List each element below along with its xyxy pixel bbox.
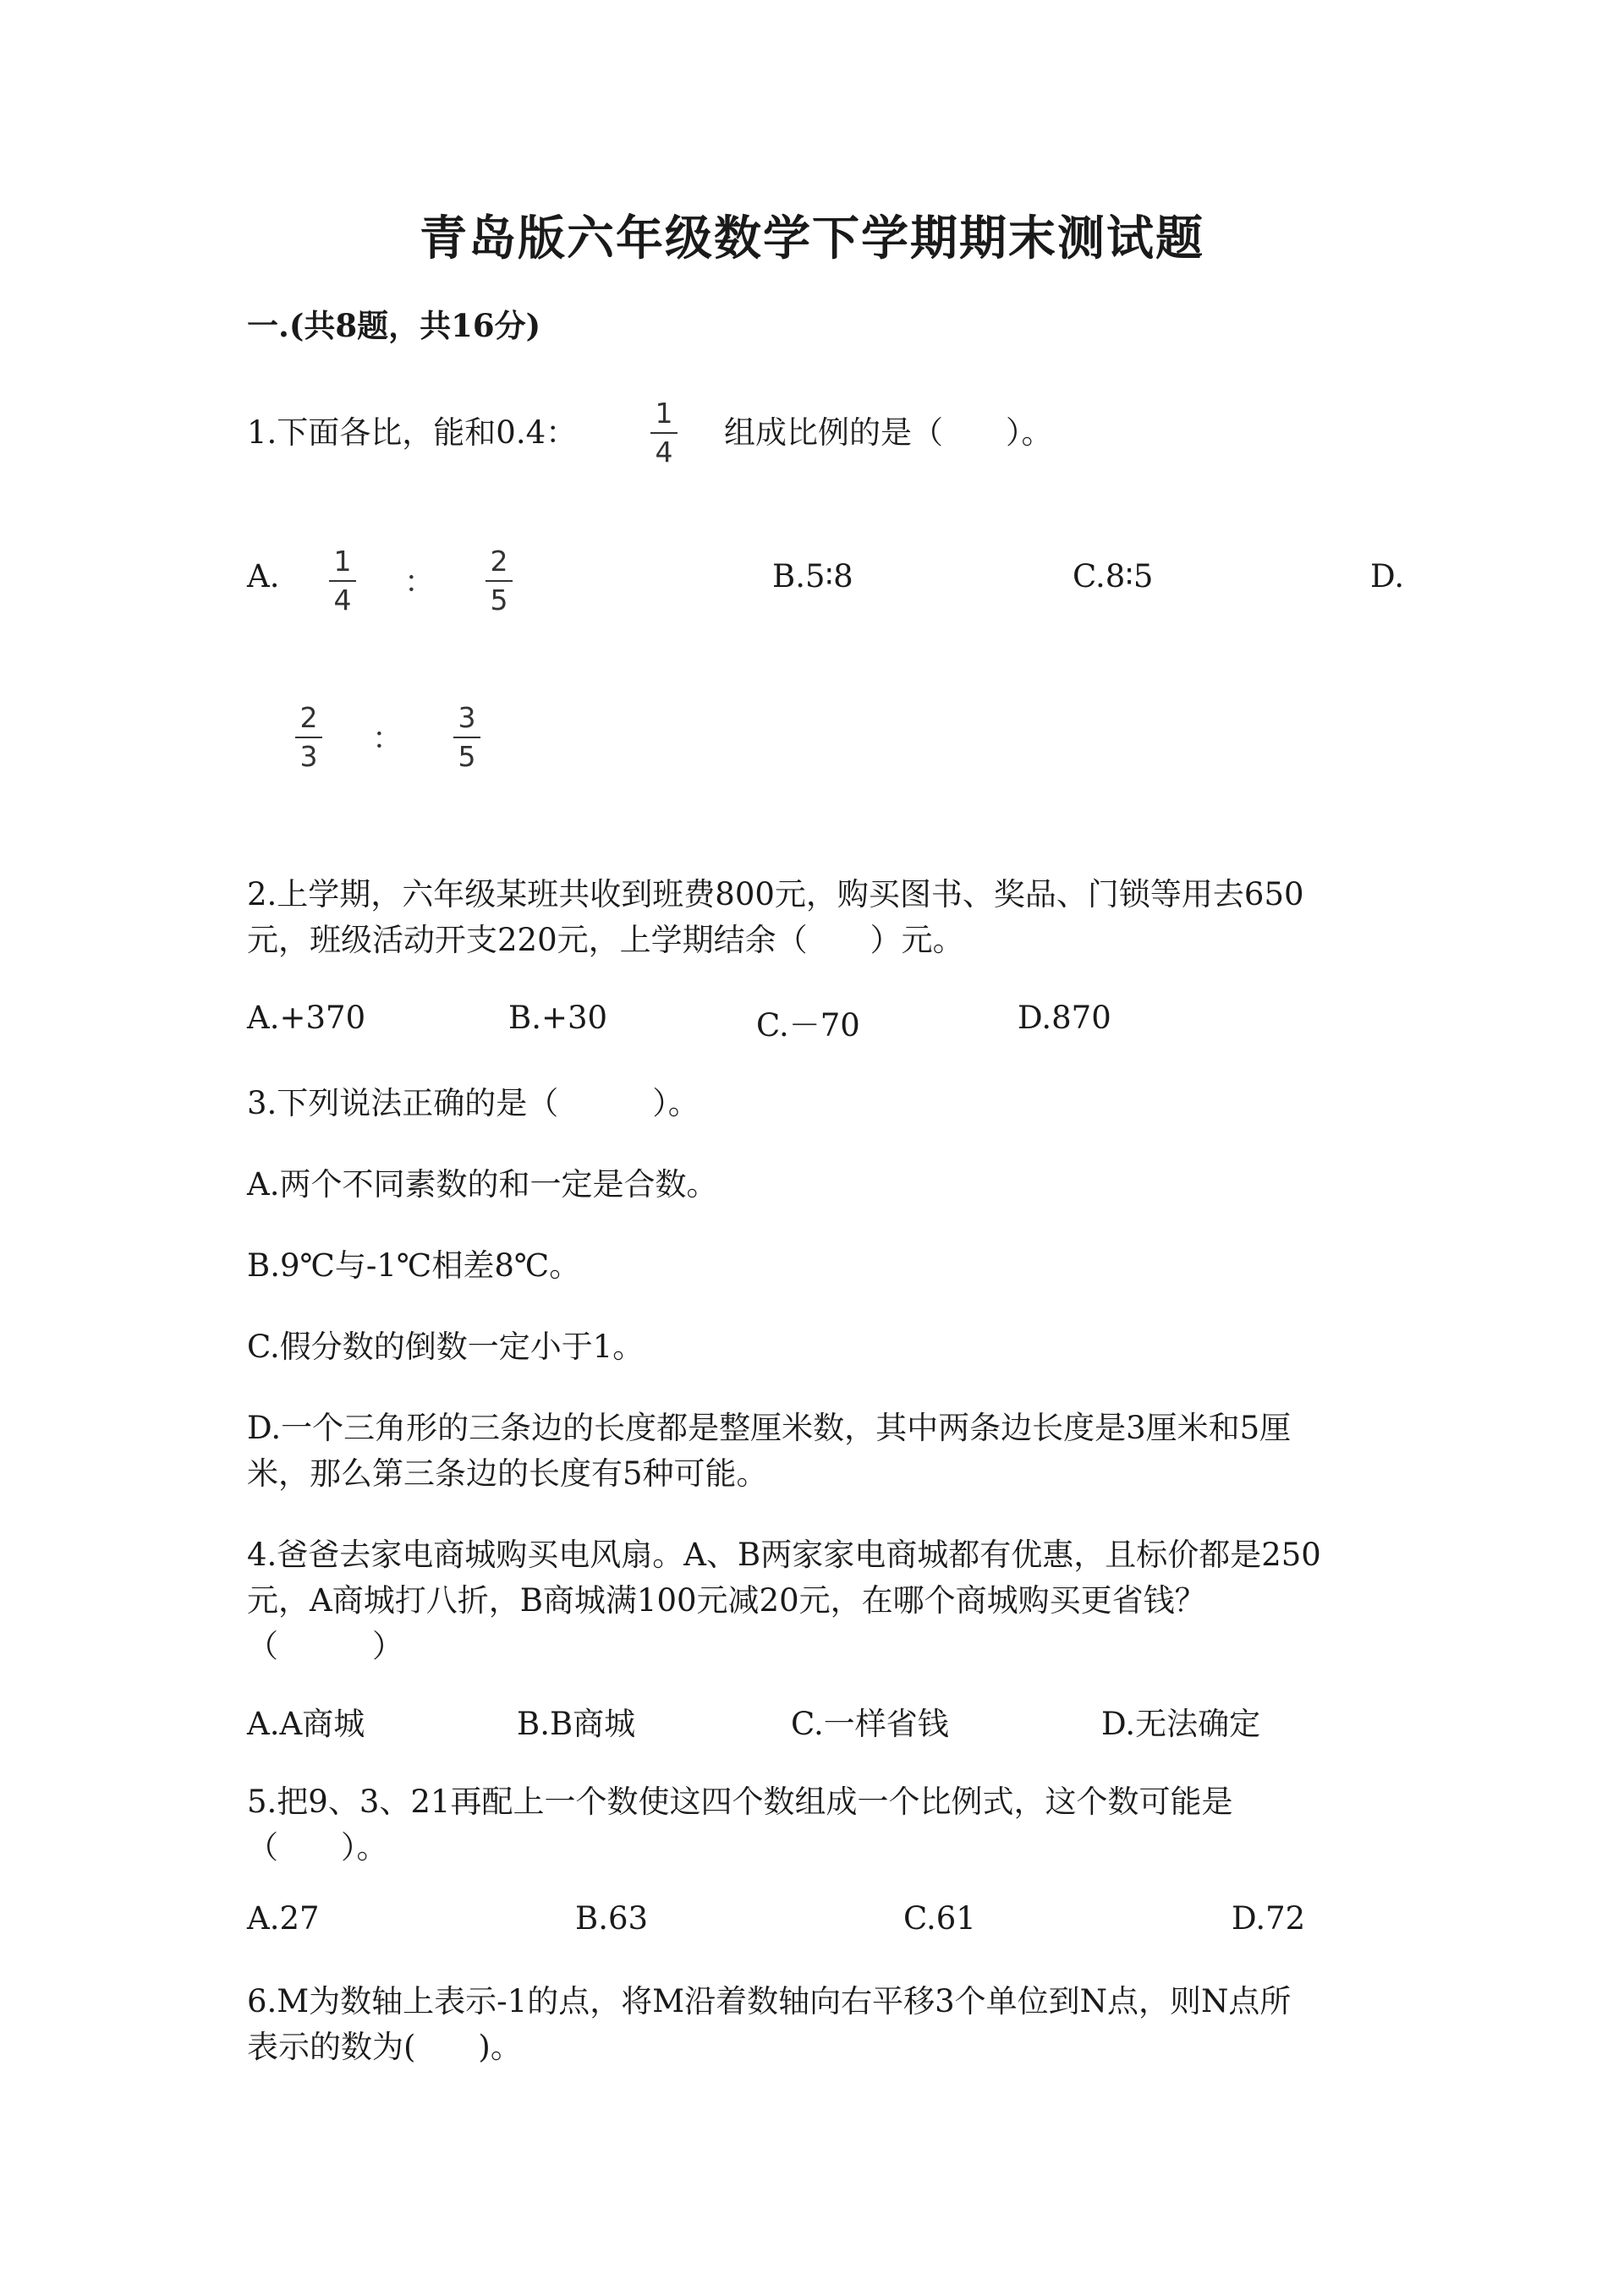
fraction-bar <box>486 580 513 582</box>
q5-option-b: B.63 <box>575 1900 649 1937</box>
q2-stem-line-2: 元，班级活动开支220元，上学期结余（ ）元。 <box>247 922 964 958</box>
q4-stem-line-1: 4.爸爸去家电商城购买电风扇。A、B两家家电商城都有优惠，且标价都是250 <box>247 1537 1321 1573</box>
q1-option-a-colon: ： <box>404 565 436 600</box>
fraction-numerator: 2 <box>299 701 318 734</box>
q1-option-d-label: D. <box>1370 558 1405 595</box>
q1-option-a-label: A. <box>247 558 280 595</box>
q4-option-b: B.B商城 <box>517 1706 636 1742</box>
q5-option-a: A.27 <box>247 1900 320 1937</box>
section-header: 一.(共8题，共16分) <box>247 307 541 344</box>
q1-fraction <box>647 397 681 469</box>
q4-stem-line-2: 元，A商城打八折，B商城满100元减20元，在哪个商城购买更省钱？ <box>247 1582 1206 1619</box>
q1-option-a-fraction-1 <box>326 545 359 616</box>
q1-stem-after: 组成比例的是（ ）。 <box>724 414 1053 451</box>
q3-option-b: B.9℃与-1℃相差8℃。 <box>247 1247 581 1284</box>
q4-option-c: C.一样省钱 <box>791 1706 949 1742</box>
q4-stem-line-3: （ ） <box>247 1628 403 1664</box>
q3-stem: 3.下列说法正确的是（ ）。 <box>247 1085 700 1121</box>
q5-option-c: C.61 <box>903 1900 976 1937</box>
q2-option-c: C.－70 <box>756 1007 860 1044</box>
q1-fraction-denominator: 4 <box>655 436 673 469</box>
q2-stem-line-1: 2.上学期，六年级某班共收到班费800元，购买图书、奖品、门锁等用去650 <box>247 876 1304 912</box>
fraction-bar <box>650 432 678 434</box>
q2-option-d: D.870 <box>1018 1000 1111 1036</box>
q4-option-a: A.A商城 <box>247 1706 365 1742</box>
q5-stem-line-2: （ ）。 <box>247 1829 388 1866</box>
q2-option-a: A.+370 <box>247 1000 366 1036</box>
q5-stem-line-1: 5.把9、3、21再配上一个数使这四个数组成一个比例式，这个数可能是 <box>247 1784 1233 1820</box>
q1-stem-before: 1.下面各比，能和0.4： <box>247 414 578 451</box>
q6-stem-line-2: 表示的数为( )。 <box>247 2029 522 2065</box>
fraction-numerator: 2 <box>490 545 508 578</box>
q3-option-c: C.假分数的倒数一定小于1。 <box>247 1329 645 1365</box>
q1-option-d-colon: ： <box>372 721 403 756</box>
page-title: 青岛版六年级数学下学期期末测试题 <box>420 211 1204 266</box>
fraction-denominator: 3 <box>299 740 318 773</box>
fraction-bar <box>453 737 480 738</box>
q1-option-c: C.8∶5 <box>1073 558 1154 595</box>
q2-option-b: B.+30 <box>508 1000 608 1036</box>
fraction-bar <box>295 737 322 738</box>
q3-option-d-line-2: 米，那么第三条边的长度有5种可能。 <box>247 1455 768 1492</box>
q1-option-d-fraction-1 <box>292 702 326 773</box>
fraction-denominator: 4 <box>333 584 352 616</box>
fraction-denominator: 5 <box>458 740 476 773</box>
fraction-numerator: 3 <box>458 701 476 734</box>
q3-option-d-line-1: D.一个三角形的三条边的长度都是整厘米数，其中两条边长度是3厘米和5厘 <box>247 1410 1292 1446</box>
fraction-numerator: 1 <box>333 545 352 578</box>
q1-option-a-fraction-2 <box>482 545 516 616</box>
q1-option-d-fraction-2 <box>450 702 484 773</box>
fraction-bar <box>329 580 356 582</box>
q1-fraction-numerator: 1 <box>655 397 673 430</box>
q5-option-d: D.72 <box>1232 1900 1306 1937</box>
fraction-denominator: 5 <box>490 584 508 616</box>
q1-option-b: B.5∶8 <box>772 558 853 595</box>
q4-option-d: D.无法确定 <box>1101 1706 1261 1742</box>
q6-stem-line-1: 6.M为数轴上表示-1的点，将M沿着数轴向右平移3个单位到N点，则N点所 <box>247 1983 1292 2019</box>
q3-option-a: A.两个不同素数的和一定是合数。 <box>247 1166 718 1203</box>
